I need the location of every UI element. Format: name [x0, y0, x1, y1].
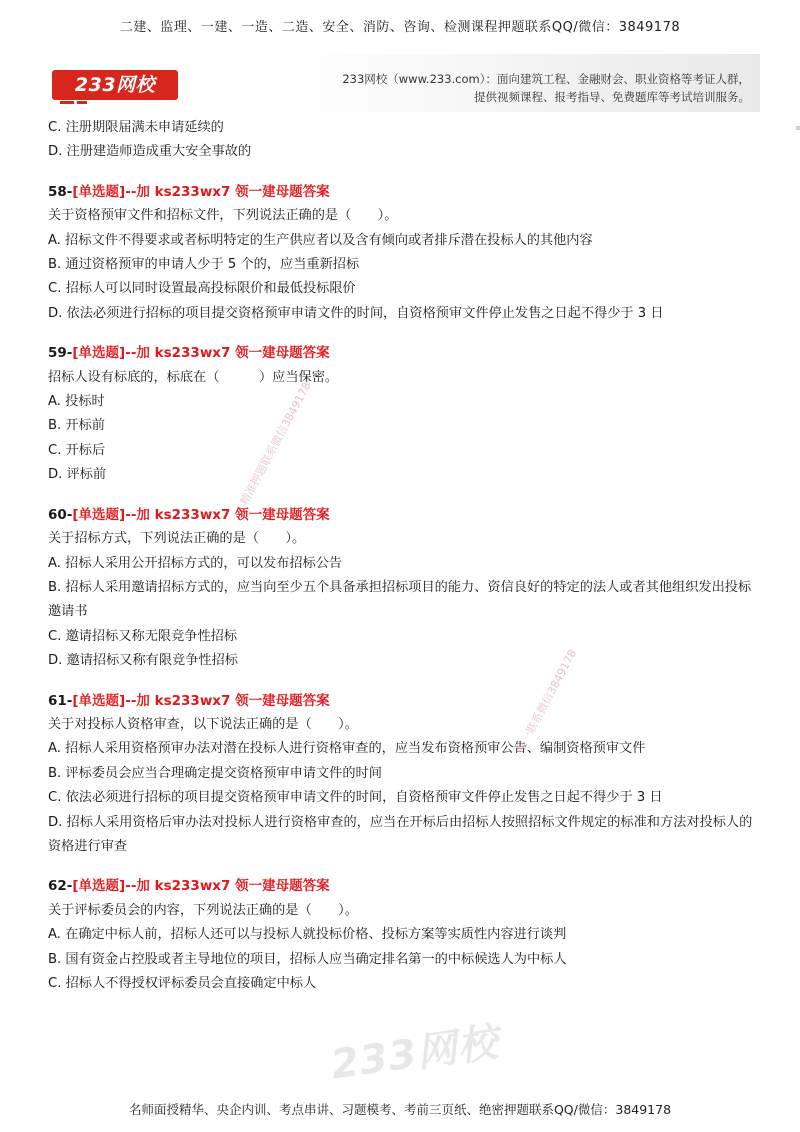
question-option: A. 招标人采用资格预审办法对潜在投标人进行资格审查的，应当发布资格预审公告、编制资格预审文件 — [48, 741, 646, 757]
question-stem: 关于资格预审文件和招标文件，下列说法正确的是（ ）。 — [48, 208, 398, 224]
question-stem: 关于评标委员会的内容，下列说法正确的是（ ）。 — [48, 902, 358, 918]
question-option: B. 开标前 — [48, 418, 105, 434]
question-stem: 招标人设有标底的，标底在（ ）应当保密。 — [48, 369, 339, 385]
question-option: D. 招标人采用资格后审办法对投标人进行资格审查的，应当在开标后由招标人按照招标文件规定的标准和方法对投标人的资格进行审查 — [48, 814, 753, 854]
question-type: [单选题]--加 ks233wx7 领一建母题答案 — [72, 878, 330, 895]
question-option: A. 在确定中标人前，招标人还可以与投标人就投标价格、投标方案等实质性内容进行谈判 — [48, 927, 567, 943]
question-option: B. 国有资金占控股或者主导地位的项目，招标人应当确定排名第一的中标候选人为中标人 — [48, 951, 567, 967]
question-type: [单选题]--加 ks233wx7 领一建母题答案 — [72, 345, 330, 362]
watermark-text: 精准押题联系微信3849178 — [237, 379, 314, 508]
question-title — [48, 689, 758, 713]
question-option: C. 开标后 — [48, 442, 106, 458]
question-type: [单选题]--加 ks233wx7 领一建母题答案 — [72, 692, 330, 709]
top-banner: 二建、监理、一建、一造、二造、安全、消防、咨询、检测课程押题联系QQ/微信：3849178 — [119, 20, 681, 35]
carryover-option: D. 注册建造师造成重大安全事故的 — [48, 144, 252, 160]
question-stem: 关于招标方式，下列说法正确的是（ ）。 — [48, 531, 306, 547]
question-content — [48, 116, 758, 996]
question-title — [48, 503, 758, 527]
question-option: D. 评标前 — [48, 467, 107, 483]
question-59 — [48, 341, 758, 487]
logo-underline — [60, 101, 170, 105]
question-type: [单选题]--加 ks233wx7 领一建母题答案 — [72, 506, 330, 523]
question-option: C. 依法必须进行招标的项目提交资格预审申请文件的时间，自资格预审文件停止发售之日起不得少于 3 日 — [48, 790, 663, 806]
bottom-banner: 名师面授精华、央企内训、考点串讲、习题模考、考前三页纸、绝密押题联系QQ/微信：3849178 — [128, 1102, 672, 1117]
question-number: 61- — [48, 692, 73, 709]
question-option: B. 招标人采用邀请招标方式的，应当向至少五个具备承担招标项目的能力、资信良好的特定的法人或者其他组织发出投标邀请书 — [48, 579, 752, 620]
question-option: B. 评标委员会应当合理确定提交资格预审申请文件的时间 — [48, 765, 382, 781]
header-desc-line1: 233网校（www.233.com）：面向建筑工程、金融财会、职业资格等考证人群， — [342, 72, 750, 86]
question-option: D. 邀请招标又称有限竞争性招标 — [48, 653, 238, 669]
question-58 — [48, 180, 758, 326]
question-number: 62- — [48, 878, 73, 895]
question-number: 59- — [48, 345, 73, 362]
question-60 — [48, 503, 758, 674]
header-desc-line2: 提供视频课程、报考指导、免费题库等考试培训服务。 — [474, 90, 750, 104]
question-number: 60- — [48, 506, 73, 523]
carryover-option: C. 注册期限届满未申请延续的 — [48, 120, 224, 135]
watermark-text: 唯一联系微信3849178 — [513, 647, 580, 756]
question-62 — [48, 874, 758, 996]
question-option: A. 投标时 — [48, 394, 105, 410]
question-number: 58- — [48, 183, 73, 200]
watermark-logo: 233网校 — [328, 1019, 502, 1089]
question-type: [单选题]--加 ks233wx7 领一建母题答案 — [72, 183, 330, 200]
edge-mark — [796, 126, 800, 130]
question-title — [48, 874, 758, 898]
question-title — [48, 341, 758, 365]
question-61 — [48, 689, 758, 860]
question-option: C. 邀请招标又称无限竞争性招标 — [48, 628, 238, 644]
question-option: A. 招标文件不得要求或者标明特定的生产供应者以及含有倾向或者排斥潜在投标人的其他内容 — [48, 232, 593, 248]
question-title — [48, 180, 758, 204]
question-option: A. 招标人采用公开招标方式的，可以发布招标公告 — [48, 555, 343, 571]
site-logo[interactable]: 233网校 — [52, 70, 178, 100]
question-option: B. 通过资格预审的申请人少于 5 个的，应当重新招标 — [48, 257, 360, 273]
question-option: D. 依法必须进行招标的项目提交资格预审申请文件的时间，自资格预审文件停止发售之日起不得少于 3 日 — [48, 305, 664, 321]
question-option: C. 招标人可以同时设置最高投标限价和最低投标限价 — [48, 281, 356, 297]
question-option: C. 招标人不得授权评标委员会直接确定中标人 — [48, 976, 317, 991]
question-stem: 关于对投标人资格审查，以下说法正确的是（ ）。 — [48, 716, 358, 732]
header-description — [300, 70, 750, 106]
